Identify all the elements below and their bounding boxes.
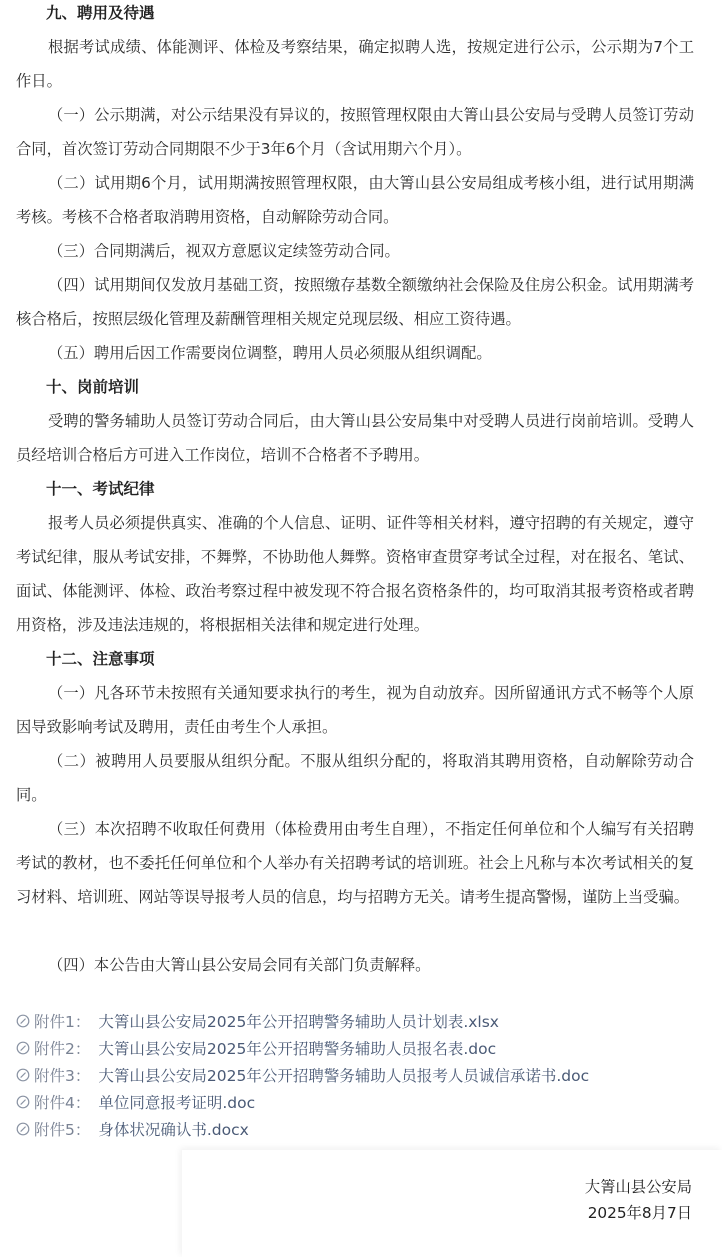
attachment-label: 附件3： bbox=[34, 1067, 91, 1085]
attachment-label: 附件5： bbox=[34, 1121, 91, 1139]
paperclip-icon bbox=[16, 1041, 30, 1055]
attachment-label: 附件1： bbox=[34, 1013, 91, 1031]
attachment-link[interactable]: 大箐山县公安局2025年公开招聘警务辅助人员报考人员诚信承诺书.doc bbox=[98, 1067, 590, 1085]
attachment-link[interactable]: 身体状况确认书.docx bbox=[98, 1121, 249, 1139]
paragraph: 根据考试成绩、体能测评、体检及考察结果，确定拟聘人选，按规定进行公示，公示期为7个工作日。 bbox=[16, 38, 694, 90]
attachment-item[interactable] bbox=[16, 1035, 496, 1063]
paragraph: （四）试用期间仅发放月基础工资，按照缴存基数全额缴纳社会保险及住房公积金。试用期满考核合格后，按照层级化管理及薪酬管理相关规定兑现层级、相应工资待遇。 bbox=[16, 276, 694, 328]
attachment-link[interactable]: 大箐山县公安局2025年公开招聘警务辅助人员报名表.doc bbox=[98, 1040, 497, 1058]
attachment-item[interactable] bbox=[16, 1089, 255, 1117]
paragraph: （四）本公告由大箐山县公安局会同有关部门负责解释。 bbox=[48, 956, 431, 974]
paragraph: （三）本次招聘不收取任何费用（体检费用由考生自理），不指定任何单位和个人编写有关招聘考试的教材，也不委托任何单位和个人举办有关招聘考试的培训班。社会上凡称与本次考试相关的复习材料、培训班、网站等误导报考人员的信息，均与招聘方无关。请考生提高警惕，谨防上当受骗。 bbox=[16, 820, 694, 906]
paragraph: （三）合同期满后，视双方意愿议定续签劳动合同。 bbox=[48, 242, 400, 260]
section-heading-9: 九、聘用及待遇 bbox=[46, 4, 155, 22]
paperclip-icon bbox=[16, 1068, 30, 1082]
paragraph: （一）凡各环节未按照有关通知要求执行的考生，视为自动放弃。因所留通讯方式不畅等个人原因导致影响考试及聘用，责任由考生个人承担。 bbox=[16, 684, 694, 736]
paperclip-icon bbox=[16, 1122, 30, 1136]
paperclip-icon bbox=[16, 1014, 30, 1028]
attachment-link[interactable]: 单位同意报考证明.doc bbox=[98, 1094, 256, 1112]
paragraph: 受聘的警务辅助人员签订劳动合同后，由大箐山县公安局集中对受聘人员进行岗前培训。受聘人员经培训合格后方可进入工作岗位，培训不合格者不予聘用。 bbox=[16, 412, 694, 464]
paragraph: （二）试用期6个月，试用期满按照管理权限，由大箐山县公安局组成考核小组，进行试用期满考核。考核不合格者取消聘用资格，自动解除劳动合同。 bbox=[16, 174, 694, 226]
attachment-label: 附件4： bbox=[34, 1094, 91, 1112]
paragraph: （二）被聘用人员要服从组织分配。不服从组织分配的，将取消其聘用资格，自动解除劳动合同。 bbox=[16, 752, 694, 804]
attachment-label: 附件2： bbox=[34, 1040, 91, 1058]
signature-org: 大箐山县公安局 bbox=[584, 1178, 692, 1196]
attachment-item[interactable] bbox=[16, 1008, 499, 1036]
paragraph: 报考人员必须提供真实、准确的个人信息、证明、证件等相关材料，遵守招聘的有关规定，遵守考试纪律，服从考试安排，不舞弊，不协助他人舞弊。资格审查贯穿考试全过程，对在报名、笔试、面试、体能测评、体检、政治考察过程中被发现不符合报名资格条件的，均可取消其报考资格或者聘用资格，涉及违法违规的，将根据相关法律和规定进行处理。 bbox=[16, 514, 694, 634]
attachment-link[interactable]: 大箐山县公安局2025年公开招聘警务辅助人员计划表.xlsx bbox=[98, 1013, 499, 1031]
attachment-item[interactable] bbox=[16, 1116, 249, 1144]
paragraph: （五）聘用后因工作需要岗位调整，聘用人员必须服从组织调配。 bbox=[48, 344, 492, 362]
paragraph: （一）公示期满，对公示结果没有异议的，按照管理权限由大箐山县公安局与受聘人员签订劳动合同，首次签订劳动合同期限不少于3年6个月（含试用期六个月）。 bbox=[16, 106, 694, 158]
section-heading-10: 十、岗前培训 bbox=[46, 378, 140, 396]
paperclip-icon bbox=[16, 1095, 30, 1109]
section-heading-11: 十一、考试纪律 bbox=[46, 480, 155, 498]
section-heading-12: 十二、注意事项 bbox=[46, 650, 155, 668]
signature-date: 2025年8月7日 bbox=[587, 1204, 692, 1222]
attachment-item[interactable] bbox=[16, 1062, 589, 1090]
